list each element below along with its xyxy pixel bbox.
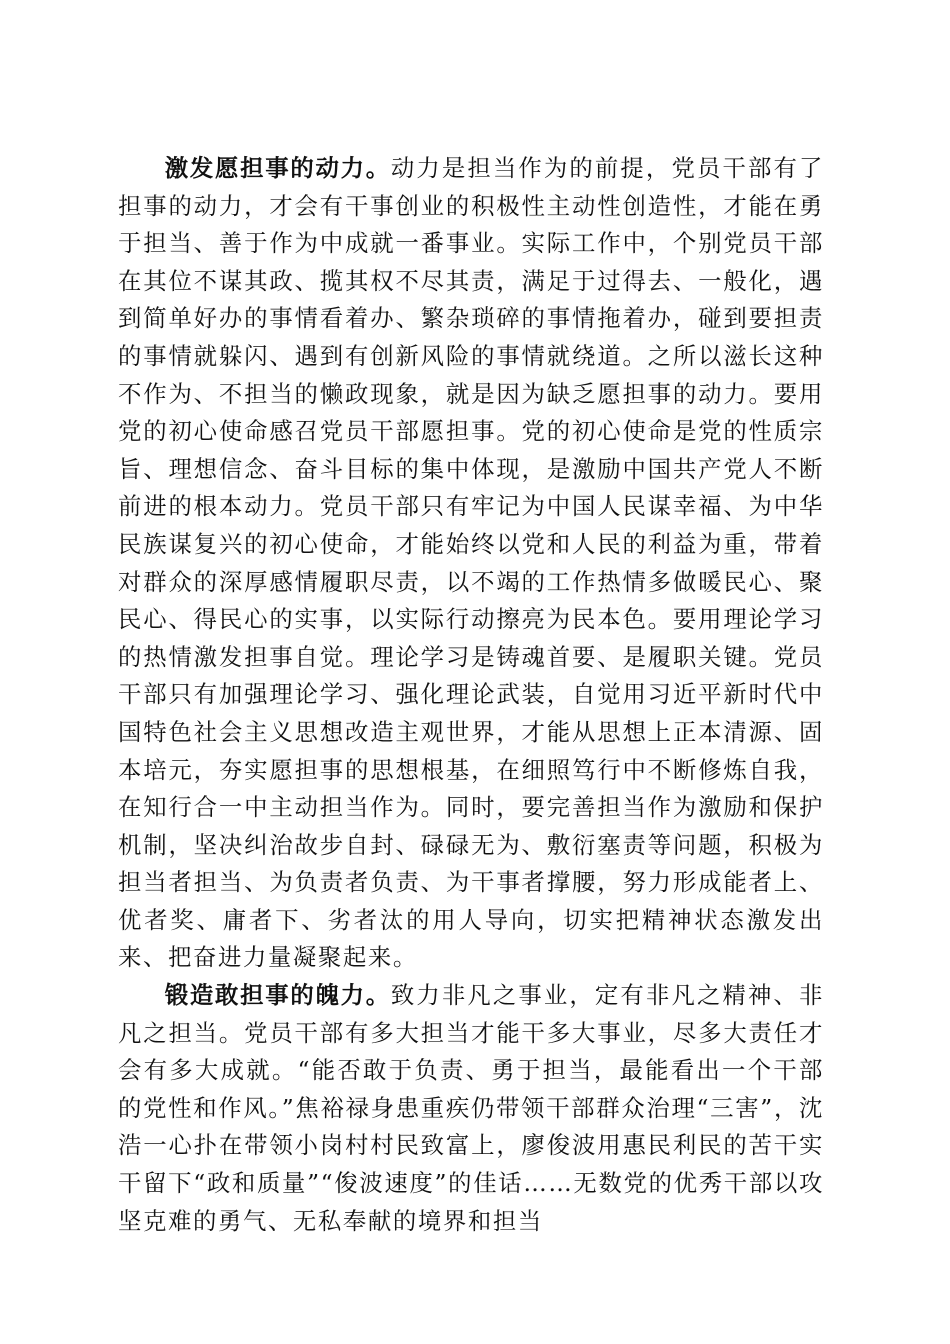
- paragraph-heading: 锻造敢担事的魄力。: [164, 981, 391, 1010]
- paragraph-body: 致力非凡之事业，定有非凡之精神、非凡之担当。党员干部有多大担当才能干多大事业，尽多大责任才会有多大成就。“能否敢于负责、勇于担当，最能看出一个干部的党性和作风。”焦裕禄身患重疾仍带领干部群众治理“三害”，沈浩一心扑在带领小岗村村民致富上，廖俊波用惠民利民的苦干实干留下“政和质量”“俊波速度”的佳话……无数党的优秀干部以攻坚克难的勇气、无私奉献的境界和担当: [118, 981, 824, 1235]
- document-page: [118, 150, 824, 1240]
- paragraph-motivation: [118, 150, 824, 977]
- paragraph-heading: 激发愿担事的动力。: [164, 154, 391, 182]
- paragraph-courage: [118, 977, 824, 1240]
- paragraph-body: 动力是担当作为的前提，党员干部有了担事的动力，才会有干事创业的积极性主动性创造性，才能在勇于担当、善于作为中成就一番事业。实际工作中，个别党员干部在其位不谋其政、揽其权不尽其责，满足于过得去、一般化，遇到简单好办的事情看着办、繁杂琐碎的事情拖着办，碰到要担责的事情就躲闪、遇到有创新风险的事情就绕道。之所以滋长这种不作为、不担当的懒政现象，就是因为缺乏愿担事的动力。要用党的初心使命感召党员干部愿担事。党的初心使命是党的性质宗旨、理想信念、奋斗目标的集中体现，是激励中国共产党人不断前进的根本动力。党员干部只有牢记为中国人民谋幸福、为中华民族谋复兴的初心使命，才能始终以党和人民的利益为重，带着对群众的深厚感情履职尽责，以不竭的工作热情多做暖民心、聚民心、得民心的实事，以实际行动擦亮为民本色。要用理论学习的热情激发担事自觉。理论学习是铸魂首要、是履职关键。党员干部只有加强理论学习、强化理论武装，自觉用习近平新时代中国特色社会主义思想改造主观世界，才能从思想上正本清源、固本培元，夯实愿担事的思想根基，在细照笃行中不断修炼自我，在知行合一中主动担当作为。同时，要完善担当作为激励和保护机制，坚决纠治故步自封、碌碌无为、敷衍塞责等问题，积极为担当者担当、为负责者负责、为干事者撑腰，努力形成能者上、优者奖、庸者下、劣者汰的用人导向，切实把精神状态激发出来、把奋进力量凝聚起来。: [118, 154, 824, 972]
